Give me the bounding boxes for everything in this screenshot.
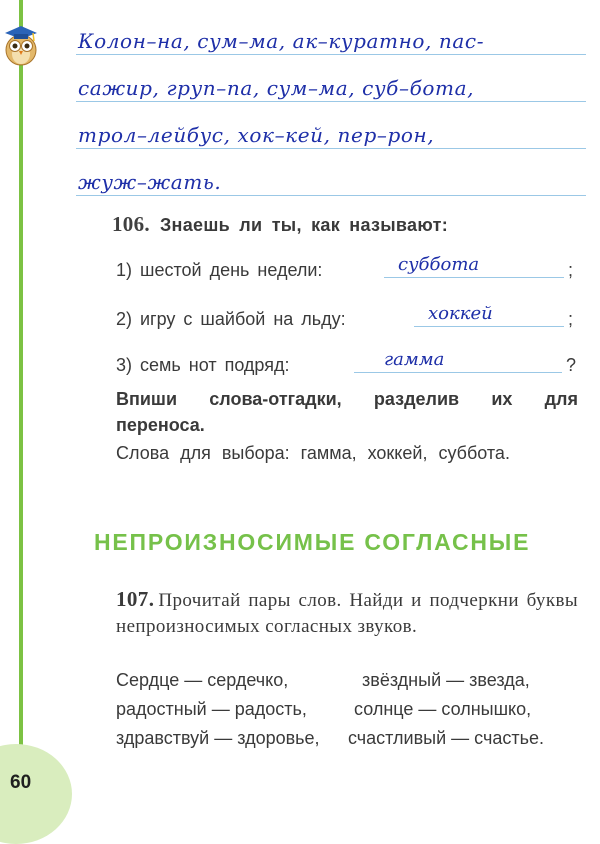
owl-scholar-icon xyxy=(3,24,39,66)
word-pair: солнце — солнышко, xyxy=(354,699,532,719)
handwriting-text: сажир, груп–па, сум–ма, суб–бота, xyxy=(78,76,475,100)
exercise-106-heading xyxy=(112,212,448,237)
riddle-label: 2) игру с шайбой на льду: xyxy=(116,309,346,329)
exercise-107 xyxy=(116,586,578,640)
answer-text: суббота xyxy=(398,254,480,275)
exercise-question: Знаешь ли ты, как называют: xyxy=(159,215,449,235)
section-title: НЕПРОИЗНОСИМЫЕ СОГЛАСНЫЕ xyxy=(94,529,531,555)
word-pairs-row xyxy=(116,670,582,694)
word-pair: звёздный — звезда, xyxy=(362,670,530,690)
answer-field[interactable] xyxy=(384,254,564,280)
page-number-badge xyxy=(0,744,72,844)
handwriting-text: Колон–на, сум–ма, ак–куратно, пас- xyxy=(78,29,485,53)
handwriting-line xyxy=(76,63,586,110)
handwriting-line xyxy=(76,16,586,63)
answer-text: хоккей xyxy=(428,303,493,324)
punctuation: ; xyxy=(568,260,574,280)
punctuation: ? xyxy=(566,355,577,375)
handwriting-block xyxy=(76,16,586,204)
word-choices: Слова для выбора: гамма, хоккей, суббота. xyxy=(116,443,510,463)
exercise-instruction: Впиши слова-отгадки, разделив их для переноса. xyxy=(116,389,578,435)
exercise-number: 106. xyxy=(112,212,150,236)
punctuation: ; xyxy=(568,309,574,329)
handwriting-line xyxy=(76,110,586,157)
word-pair: счастливый — счастье. xyxy=(348,728,544,748)
page-number: 60 xyxy=(10,772,32,793)
handwriting-text: трол–лейбус, хок–кей, пер–рон, xyxy=(78,123,435,147)
handwriting-line xyxy=(76,157,586,204)
handwriting-text: жуж–жать. xyxy=(78,170,222,194)
word-pairs-row xyxy=(116,728,582,752)
word-pair: Сердце — сердечко, xyxy=(116,670,289,690)
answer-field[interactable] xyxy=(414,303,564,329)
word-pair: здравствуй — здоровье, xyxy=(116,728,320,748)
riddle-label: 3) семь нот подряд: xyxy=(116,355,290,375)
riddle-label: 1) шестой день недели: xyxy=(116,260,323,280)
answer-text: гамма xyxy=(384,349,445,370)
answer-field[interactable] xyxy=(354,349,562,375)
exercise-text: Прочитай пары слов. Найди и подчеркни буквы непроизносимых согласных звуков. xyxy=(116,590,578,637)
exercise-number: 107. xyxy=(116,587,155,611)
word-pair: радостный — радость, xyxy=(116,699,307,719)
word-pairs-row xyxy=(116,699,582,723)
margin-line xyxy=(19,0,23,800)
